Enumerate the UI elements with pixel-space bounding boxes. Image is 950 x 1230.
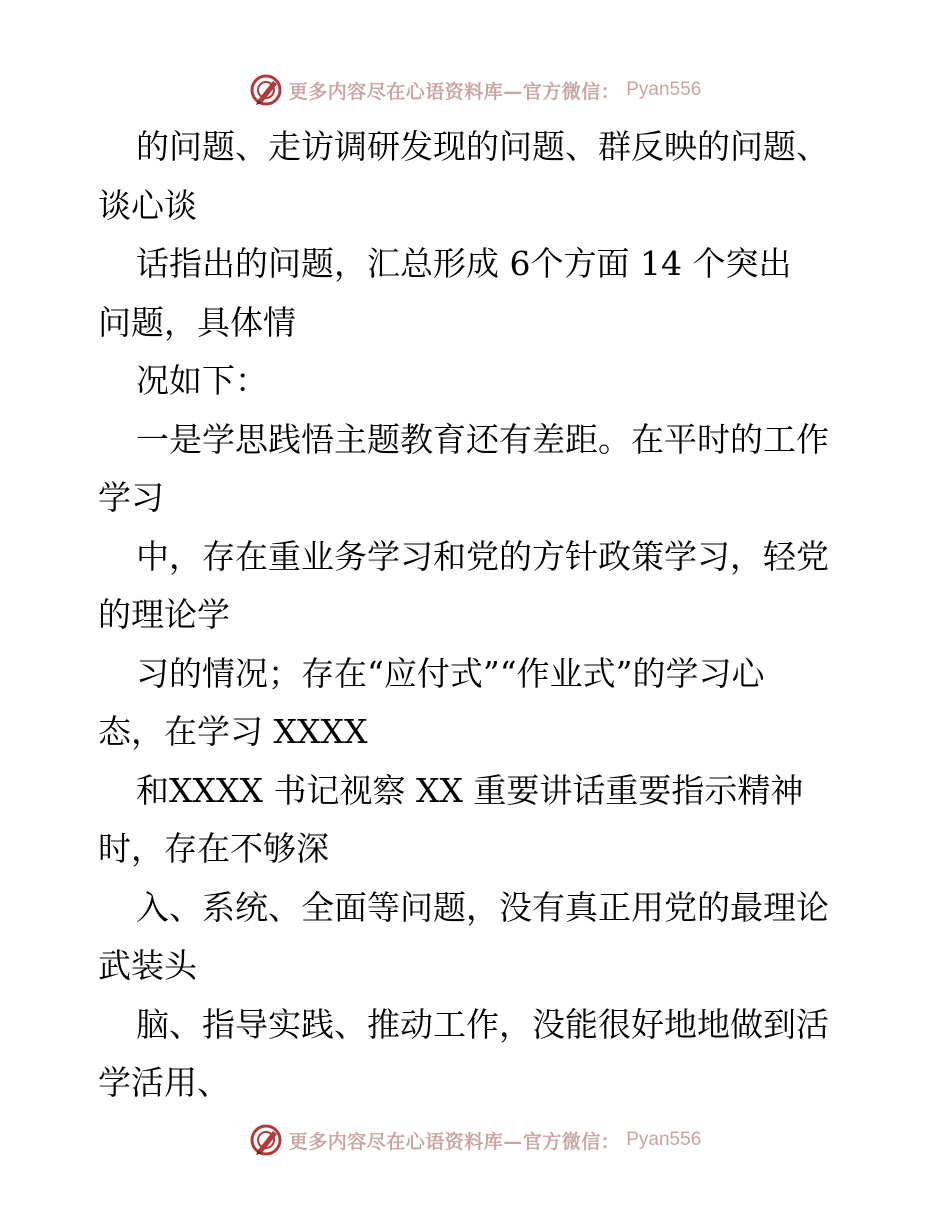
text-line: 谈心谈 <box>98 185 197 225</box>
watermark-wechat-id: Pyan556 <box>626 1129 702 1150</box>
text-line: 入、系统、全面等问题，没有真正用党的最理论 <box>136 887 829 927</box>
text-line: 问题，具体情 <box>98 302 296 342</box>
header-watermark <box>0 70 950 110</box>
text-line: 态，在学习 XXXX <box>98 712 368 751</box>
text-line: 和XXXX 书记视察 XX 重要讲话重要指示精神 <box>136 770 804 810</box>
text-line: 学习 <box>98 478 164 517</box>
text-line: 时，存在不够深 <box>98 829 329 868</box>
document-body <box>98 118 858 1113</box>
pen-logo-icon <box>249 73 283 107</box>
text-line: 中，存在重业务学习和党的方针政策学习，轻党 <box>136 536 829 576</box>
text-line: 习的情况；存在“应付式”“作业式”的学习心 <box>136 653 765 693</box>
text-line: 一是学思践悟主题教育还有差距。在平时的工作 <box>136 419 829 459</box>
text-line: 的理论学 <box>98 595 230 634</box>
footer-watermark <box>0 1120 950 1160</box>
text-line: 脑、指导实践、推动工作，没能很好地地做到活 <box>136 1004 829 1044</box>
text-line: 况如下： <box>136 361 268 400</box>
watermark-brand-text: 更多内容尽在心语资料库—官方微信： <box>288 80 621 103</box>
text-line: 的问题、走访调研发现的问题、群反映的问题、 <box>136 127 829 166</box>
watermark-brand-text: 更多内容尽在心语资料库—官方微信： <box>288 1130 621 1153</box>
text-line: 话指出的问题，汇总形成 6个方面 14 个突出 <box>136 244 792 283</box>
text-line: 武装头 <box>98 946 197 985</box>
pen-logo-icon <box>249 1123 283 1157</box>
text-line: 学活用、 <box>98 1063 230 1102</box>
watermark-wechat-id: Pyan556 <box>626 79 702 100</box>
